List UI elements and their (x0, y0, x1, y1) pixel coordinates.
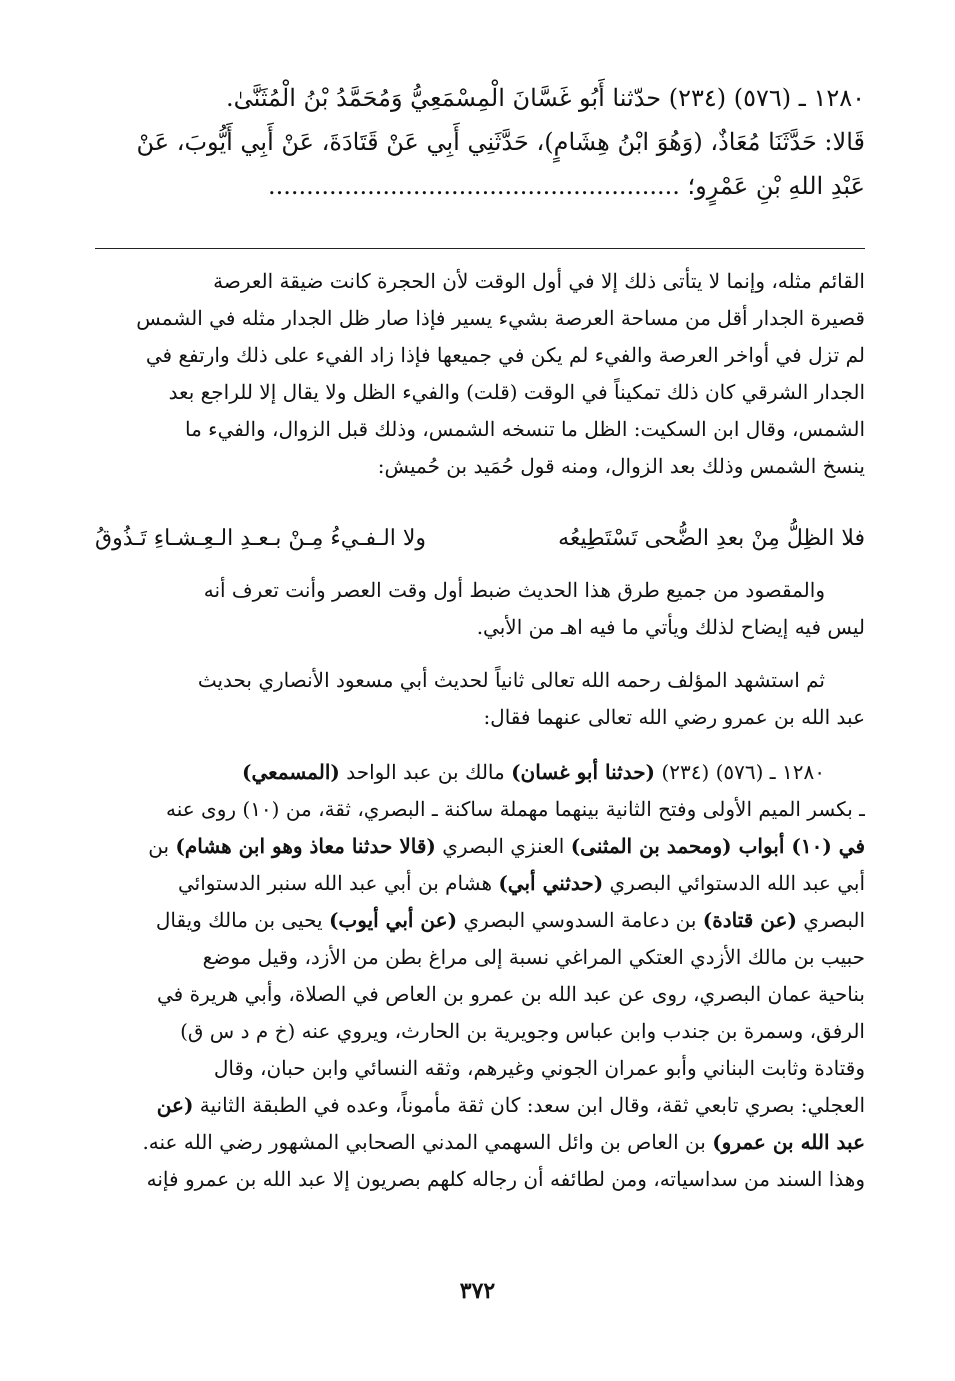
verse-second-hemistich: ولا الـفـيءُ مِـنْ بـعـدِ الـعِـشـاءِ تَـذُوقُ (95, 526, 427, 551)
commentary-text: العجلي: بصري تابعي ثقة، وقال ابن سعد: كان ثقة مأموناً، وعده في الطبقة الثانية (193, 1093, 865, 1117)
bold-narrator-text: (عن (156, 1093, 194, 1117)
commentary-line: قصيرة الجدار أقل من مساحة العرصة بشيء يسير فإذا صار ظل الجدار مثله في الشمس (136, 306, 865, 330)
commentary-line: والمقصود من جميع طرق هذا الحديث ضبط أول وقت العصر وأنت تعرف أنه (203, 578, 825, 602)
commentary-text: بن العاص بن وائل السهمي المدني الصحابي المشهور رضي الله عنه. (142, 1130, 713, 1154)
commentary-text: بن دعامة السدوسي البصري (457, 908, 703, 932)
commentary-line (95, 902, 865, 939)
commentary-line: الجدار الشرقي كان ذلك تمكيناً في الوقت (قلت) والفيء الظل ولا يقال إلا للراجع بعد (168, 380, 865, 404)
commentary-line (95, 939, 865, 976)
commentary-text: حبيب بن مالك الأزدي العتكي المراغي نسبة إلى مراغ بطن من الأزد، وقيل موضع (202, 945, 865, 969)
commentary-text: بن (148, 834, 176, 858)
bold-narrator-text: في (١٠) أبواب (ومحمد بن المثنى) (570, 834, 865, 858)
commentary-line (95, 828, 865, 865)
commentary-paragraph-2 (95, 572, 865, 646)
commentary-text: وهذا السند من سداسياته، ومن لطائفه أن رجاله كلهم بصريون إلا عبد الله بن عمرو فإنه (146, 1167, 865, 1191)
verse-first-hemistich: فلا الظِلُّ مِنْ بعدِ الضُّحى تَسْتَطِيعُه (558, 526, 865, 551)
commentary-line (95, 1087, 865, 1124)
commentary-line: ليس فيه إيضاح لذلك ويأتي ما فيه اهـ من الأبي. (476, 615, 865, 639)
hadith-line: ١٢٨٠ ـ (٥٧٦) (٢٣٤) حدّثنا أَبُو غَسَّانَ الْمِسْمَعِيُّ وَمُحَمَّدُ بْنُ الْمُثَنَّىٰ. (225, 84, 865, 112)
commentary-line (95, 754, 865, 791)
poetry-verse (95, 517, 865, 561)
hadith-text (95, 76, 865, 208)
bold-narrator-text: عبد الله بن عمرو) (712, 1130, 865, 1154)
commentary-paragraph-1 (95, 263, 865, 485)
commentary-text: البصري (796, 908, 865, 932)
commentary-line: ينسخ الشمس وذلك بعد الزوال، ومنه قول حُمَيد بن حُميش: (377, 454, 865, 478)
bold-narrator-text: (عن قتادة) (702, 908, 797, 932)
commentary-text: بناحية عمان البصري، روى عن عبد الله بن عمرو بن العاص في الصلاة، وأبي هريرة في (157, 982, 865, 1006)
page-number: ٣٧٢ (459, 1278, 496, 1304)
bold-narrator-text: (عن أبي أيوب) (328, 908, 458, 932)
commentary-line (95, 1013, 865, 1050)
commentary-text: يحيى بن مالك ويقال (155, 908, 329, 932)
bold-narrator-text: (المسمعي) (242, 760, 340, 784)
commentary-text: مالك بن عبد الواحد (339, 760, 512, 784)
commentary-text: العنزي البصري (435, 834, 571, 858)
commentary-line (95, 865, 865, 902)
commentary-line (95, 791, 865, 828)
commentary-line: الشمس، وقال ابن السكيت: الظل ما تنسخه الشمس، وذلك قبل الزوال، والفيء ما (185, 417, 865, 441)
commentary-line: لم تزل في أواخر العرصة والفيء لم يكن في جميعها فإذا زاد الفيء على ذلك وارتفع في (145, 343, 865, 367)
commentary-text: ـ بكسر الميم الأولى وفتح الثانية بينهما مهملة ساكنة ـ البصري، ثقة، من (١٠) روى عنه (166, 797, 865, 821)
divider-rule (95, 248, 865, 249)
commentary-line (95, 976, 865, 1013)
commentary-text: وقتادة وثابت البناني وأبو عمران الجوني وغيرهم، وثقه النسائي وابن حبان، وقال (213, 1056, 865, 1080)
hadith-line: قَالا: حَدَّثَنَا مُعَاذٌ، (وَهُوَ ابْنُ هِشَامٍ)، حَدَّثَنِي أَبِي عَنْ قَتَادَةَ، عَنْ أَبِي أَيُّوبَ، عَنْ (136, 128, 865, 156)
commentary-line (95, 1161, 865, 1198)
bold-narrator-text: (حدثنا أبو غسان) (511, 760, 656, 784)
commentary-line (95, 1050, 865, 1087)
commentary-paragraph-4 (95, 754, 865, 1198)
bold-narrator-text: (قالا حدثنا معاذ وهو ابن هشام) (175, 834, 436, 858)
commentary-line (95, 1124, 865, 1161)
commentary-text: الرفق، وسمرة بن جندب وابن عباس وجويرية بن الحارث، ويروي عنه (خ م د س ق) (180, 1019, 865, 1043)
bold-narrator-text: (حدثني أبي) (498, 871, 604, 895)
hadith-line: عَبْدِ اللهِ بْنِ عَمْرٍو؛ ...................................................... (267, 172, 865, 200)
commentary-line: عبد الله بن عمرو رضي الله تعالى عنهما فقال: (483, 705, 865, 729)
commentary-line: القائم مثله، وإنما لا يتأتى ذلك إلا في أول الوقت لأن الحجرة كانت ضيقة العرصة (213, 269, 865, 293)
commentary-text: ١٢٨٠ ـ (٥٧٦) (٢٣٤) (655, 760, 825, 784)
commentary-text: هشام بن أبي عبد الله سنبر الدستوائي (178, 871, 499, 895)
commentary-line: ثم استشهد المؤلف رحمه الله تعالى ثانياً لحديث أبي مسعود الأنصاري بحديث (197, 668, 825, 692)
commentary-text: أبي عبد الله الدستوائي البصري (603, 871, 865, 895)
commentary-paragraph-3 (95, 662, 865, 736)
